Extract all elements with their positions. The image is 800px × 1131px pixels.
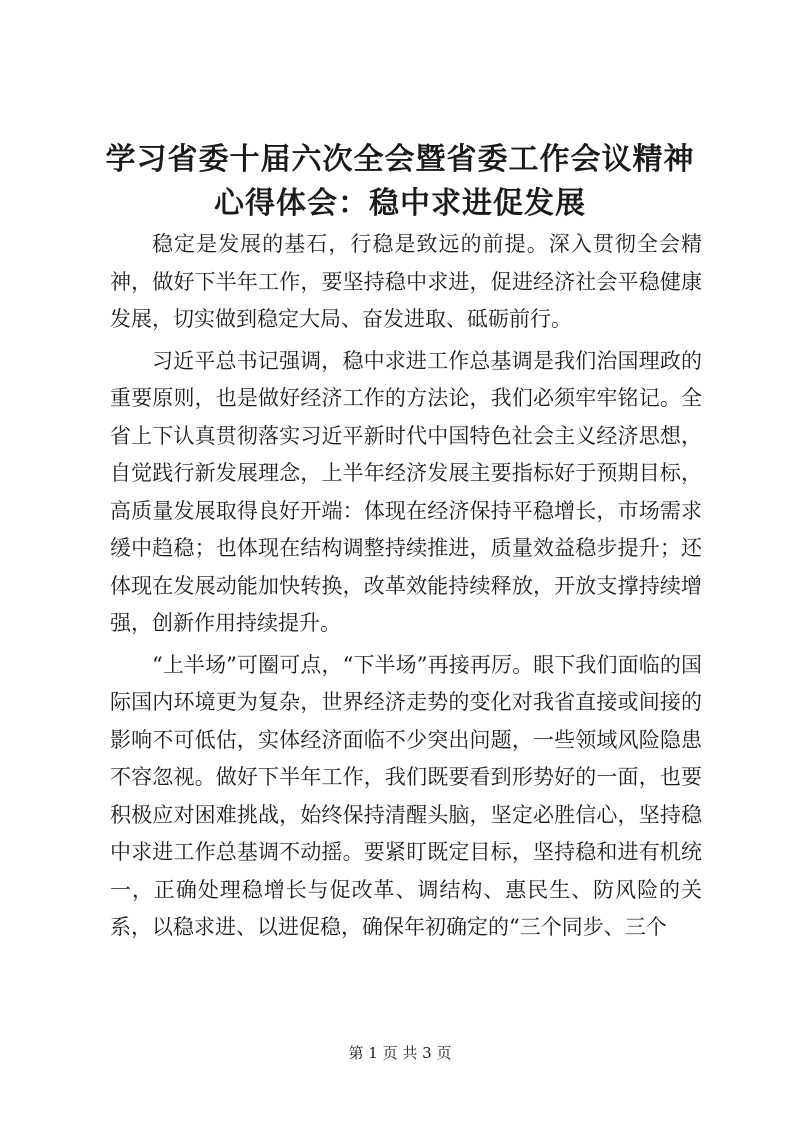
- page-footer: 第 1 页 共 3 页: [348, 1044, 452, 1062]
- document-title: 学习省委十届六次全会暨省委工作会议精神心得体会：稳中求进促发展: [105, 142, 695, 221]
- paragraph-1: 稳定是发展的基石，行稳是致远的前提。深入贯彻全会精神，做好下半年工作，要坚持稳中求进，促进经济社会平稳健康发展，切实做到稳定大局、奋发进取、砥砺前行。: [110, 232, 702, 331]
- paragraph-2: 习近平总书记强调，稳中求进工作总基调是我们治国理政的重要原则，也是做好经济工作的方法论，我们必须牢牢铭记。全省上下认真贯彻落实习近平新时代中国特色社会主义经济思想，自觉践行新发展理念，上半年经济发展主要指标好于预期目标，高质量发展取得良好开端：体现在经济保持平稳增长，市场需求缓中趋稳；也体现在结构调整持续推进，质量效益稳步提升；还体现在发展动能加快转换，改革效能持续释放，开放支撑持续增强，创新作用持续提升。: [110, 348, 702, 635]
- paragraph-3: “上半场”可圈可点，“下半场”再接再厉。眼下我们面临的国际国内环境更为复杂，世界经济走势的变化对我省直接或间接的影响不可低估，实体经济面临不少突出问题，一些领域风险隐患不容忽视。做好下半年工作，我们既要看到形势好的一面，也要积极应对困难挑战，始终保持清醒头脑，坚定必胜信心，坚持稳中求进工作总基调不动摇。要紧盯既定目标，坚持稳和进有机统一，正确处理稳增长与促改革、调结构、惠民生、防风险的关系，以稳求进、以进促稳，确保年初确定的“三个同步、三个: [110, 652, 702, 939]
- document-body: [110, 226, 702, 951]
